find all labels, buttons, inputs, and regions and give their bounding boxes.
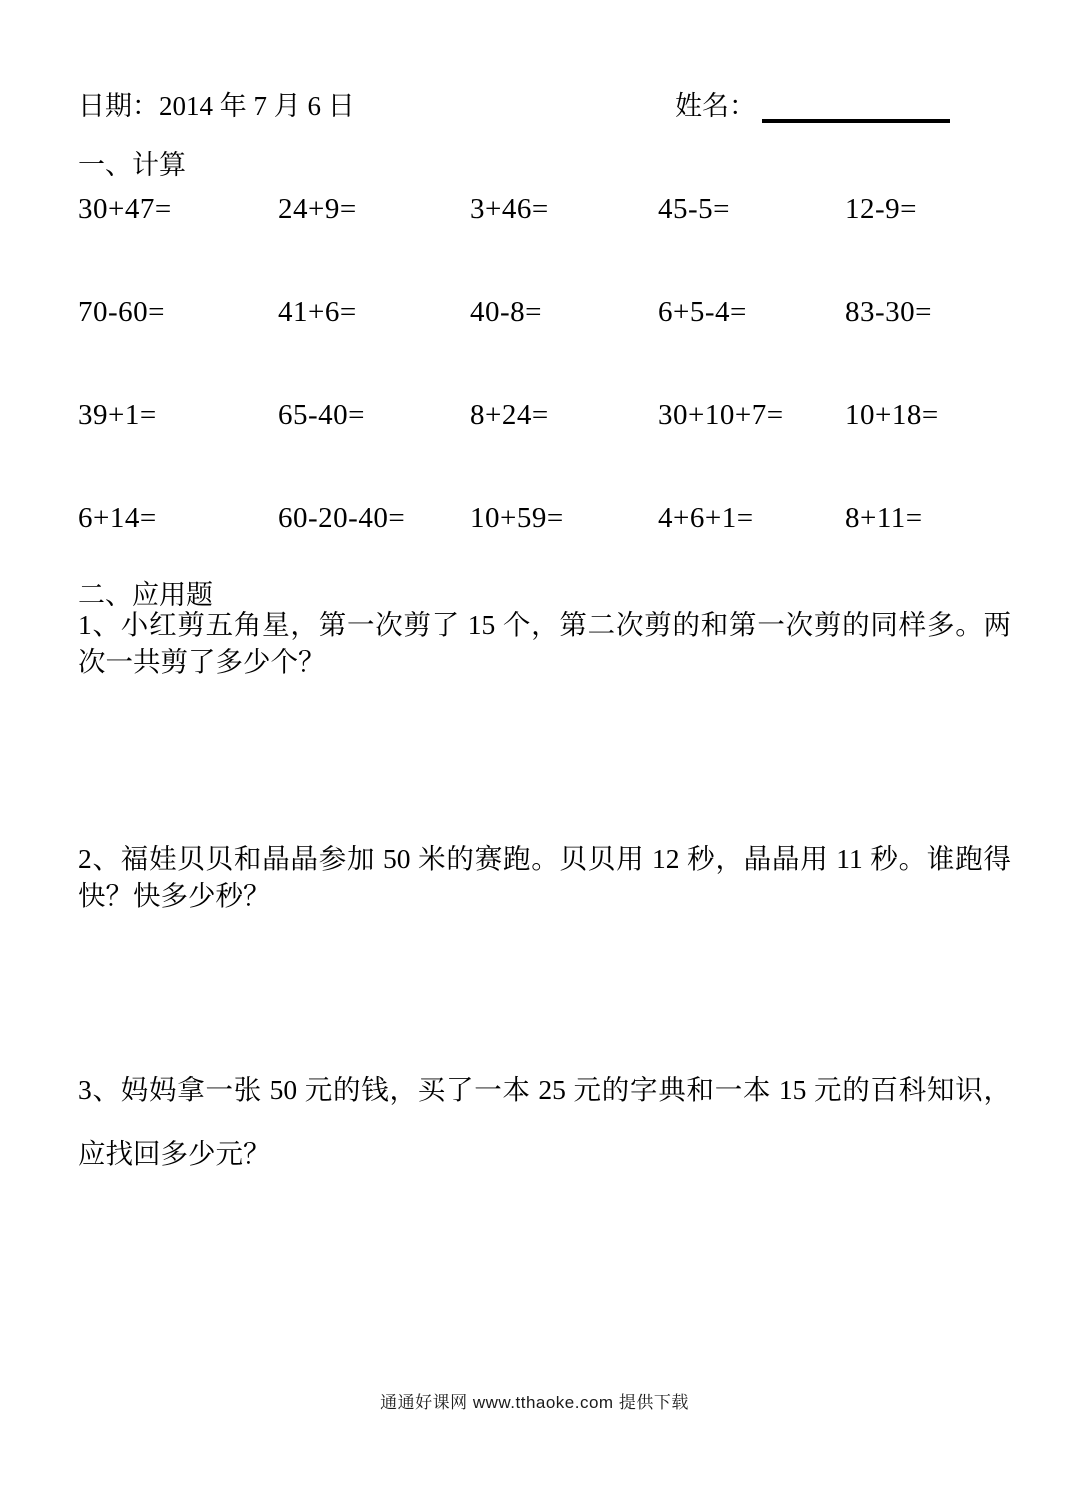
- name-field: [675, 84, 950, 123]
- calculation-grid: [78, 193, 1011, 534]
- calc-problem: 83-30=: [845, 296, 933, 328]
- calc-problem: 6+5-4=: [658, 296, 747, 328]
- worksheet-header: [78, 84, 1011, 130]
- calc-problem: 30+47=: [78, 193, 172, 225]
- calc-problem: 65-40=: [278, 399, 366, 431]
- calc-problem: 4+6+1=: [658, 502, 754, 534]
- word-problem-2: 2、福娃贝贝和晶晶参加 50 米的赛跑。贝贝用 12 秒，晶晶用 11 秒。谁跑得快？快多少秒？: [78, 843, 1011, 911]
- word-problem-1: 1、小红剪五角星，第一次剪了 15 个，第二次剪的和第一次剪的同样多。两次一共剪了多少个？: [78, 609, 1011, 677]
- calc-problem: 8+24=: [470, 399, 549, 431]
- calc-problem: 60-20-40=: [278, 502, 406, 534]
- footer-download-credit: 通通好课网 www.tthaoke.com 提供下载: [380, 1393, 689, 1412]
- calc-problem: 45-5=: [658, 193, 731, 225]
- worksheet-page: [78, 84, 1011, 1186]
- calc-problem: 39+1=: [78, 399, 157, 431]
- calc-problem: 8+11=: [845, 502, 923, 534]
- calc-problem: 10+59=: [470, 502, 564, 534]
- calc-problem: 41+6=: [278, 296, 357, 328]
- word-problem-3: 3、妈妈拿一张 50 元的钱，买了一本 25 元的字典和一本 15 元的百科知识，应找回多少元？: [78, 1074, 1011, 1169]
- calc-problem: 40-8=: [470, 296, 543, 328]
- calc-problem: 70-60=: [78, 296, 166, 328]
- calc-problem: 6+14=: [78, 502, 157, 534]
- calc-problem: 24+9=: [278, 193, 357, 225]
- date-label: 日期：2014 年 7 月 6 日: [78, 91, 355, 121]
- section-calculation-title: 一、计算: [78, 150, 186, 180]
- section-word-problems-title: 二、应用题: [78, 580, 213, 610]
- name-blank-line: [762, 89, 950, 123]
- calc-problem: 3+46=: [470, 193, 549, 225]
- calc-problem: 30+10+7=: [658, 399, 784, 431]
- name-label: 姓名：: [675, 91, 756, 121]
- calc-problem: 12-9=: [845, 193, 918, 225]
- calc-problem: 10+18=: [845, 399, 939, 431]
